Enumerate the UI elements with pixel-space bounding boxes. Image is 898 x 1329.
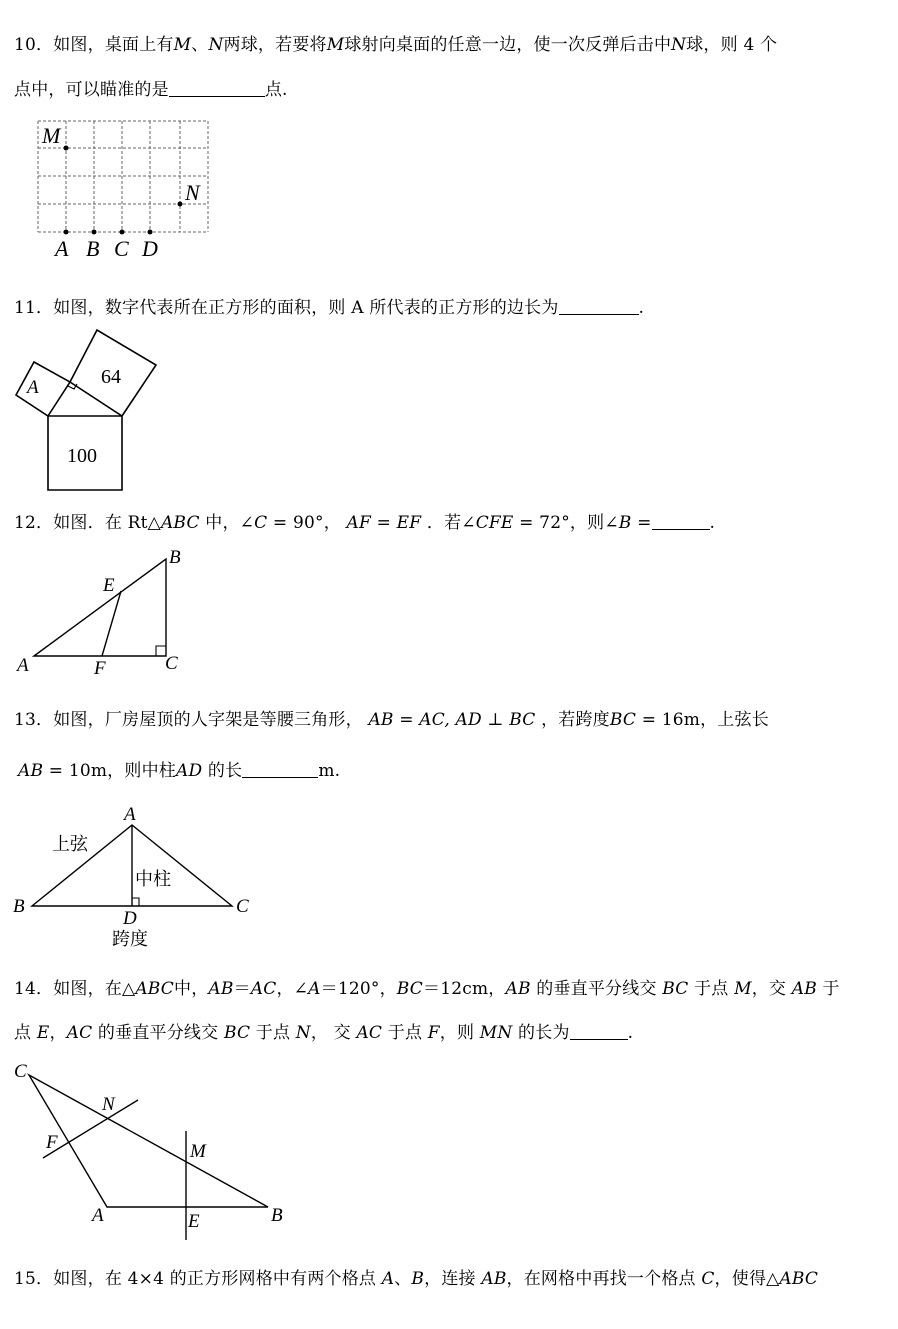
label-m: M [190,1141,206,1162]
label-b: B [86,236,100,261]
q13-line-2: AB = 10m，则中柱AD 的长 m. [18,761,341,781]
label-n: N [102,1094,115,1115]
label-b: B [271,1205,283,1226]
label-square-64: 64 [101,366,121,388]
q14-answer-blank[interactable] [570,1022,628,1040]
triangle-abc [29,1075,268,1207]
label-upper-chord: 上弦 [52,834,88,855]
q13-line-1: 13．如图，厂房屋顶的人字架是等腰三角形， AB = AC, AD ⊥ BC ，若跨度BC = 16m，上弦长 [14,710,769,730]
q14-line-1: 14．如图，在△ABC中，AB＝AC，∠A＝120°，BC＝12cm，AB 的垂直平分线交 BC 于点 M，交 AB 于 [14,979,840,999]
q10-grid [38,121,208,232]
label-n: N [185,180,200,205]
q10-number: 10． [14,35,54,55]
label-square-a: A [27,377,39,398]
label-span: 跨度 [112,929,148,950]
label-square-100: 100 [67,445,97,467]
point-b [92,230,97,235]
q10-line-1: 10．如图，桌面上有M、N两球，若要将M球射向桌面的任意一边，使一次反弹后击中N球，则 4 个 [14,35,778,55]
q14-number: 14． [14,979,54,999]
q10-figure [30,115,220,265]
label-c: C [114,236,129,261]
label-b: B [13,896,25,917]
point-d [148,230,153,235]
label-a: A [124,804,136,825]
q14-line-2: 点 E，AC 的垂直平分线交 BC 于点 N， 交 AC 于点 F，则 MN 的长为 . [14,1023,634,1043]
right-angle-d [132,898,139,906]
q13-answer-blank[interactable] [242,760,318,778]
q14-figure [10,1058,300,1248]
q10-line-2: 点中，可以瞄准的是 点. [14,80,288,100]
q15-line-1: 15．如图，在 4×4 的正方形网格中有两个格点 A、B，连接 AB，在网格中再找一个格点 C，使得△ABC [14,1269,819,1289]
label-c: C [236,896,249,917]
label-m: M [42,123,61,148]
label-c: C [14,1061,27,1082]
label-d: D [123,908,137,929]
q10-answer-blank[interactable] [169,79,265,97]
label-c: C [165,653,178,674]
label-f: F [46,1132,58,1153]
point-n [178,202,183,207]
label-f: F [94,658,106,679]
q13-number: 13． [14,710,54,730]
q12-figure [14,545,194,680]
point-c [120,230,125,235]
label-middle-pillar: 中柱 [135,869,171,890]
q13-figure [10,800,260,955]
point-a [64,230,69,235]
label-a: A [17,655,29,676]
q11-figure [0,325,170,495]
q12-line-1: 12．如图．在 Rt△ABC 中，∠C = 90°， AF = EF ．若∠CFE = 72°，则∠B = . [14,513,716,533]
triangle-abc [34,559,166,656]
q11-number: 11． [14,298,54,318]
segment-ef [102,591,121,656]
label-b: B [169,547,181,568]
label-d: D [142,236,158,261]
q12-answer-blank[interactable] [652,512,710,530]
q12-number: 12． [14,513,54,533]
q11-answer-blank[interactable] [559,297,639,315]
q15-number: 15． [14,1269,54,1289]
label-e: E [188,1211,200,1232]
label-a: A [55,236,69,261]
point-m [64,146,69,151]
label-a: A [92,1205,104,1226]
q11-line-1: 11．如图，数字代表所在正方形的面积，则 A 所代表的正方形的边长为 . [14,298,645,318]
square-a [16,362,70,416]
label-e: E [103,575,115,596]
